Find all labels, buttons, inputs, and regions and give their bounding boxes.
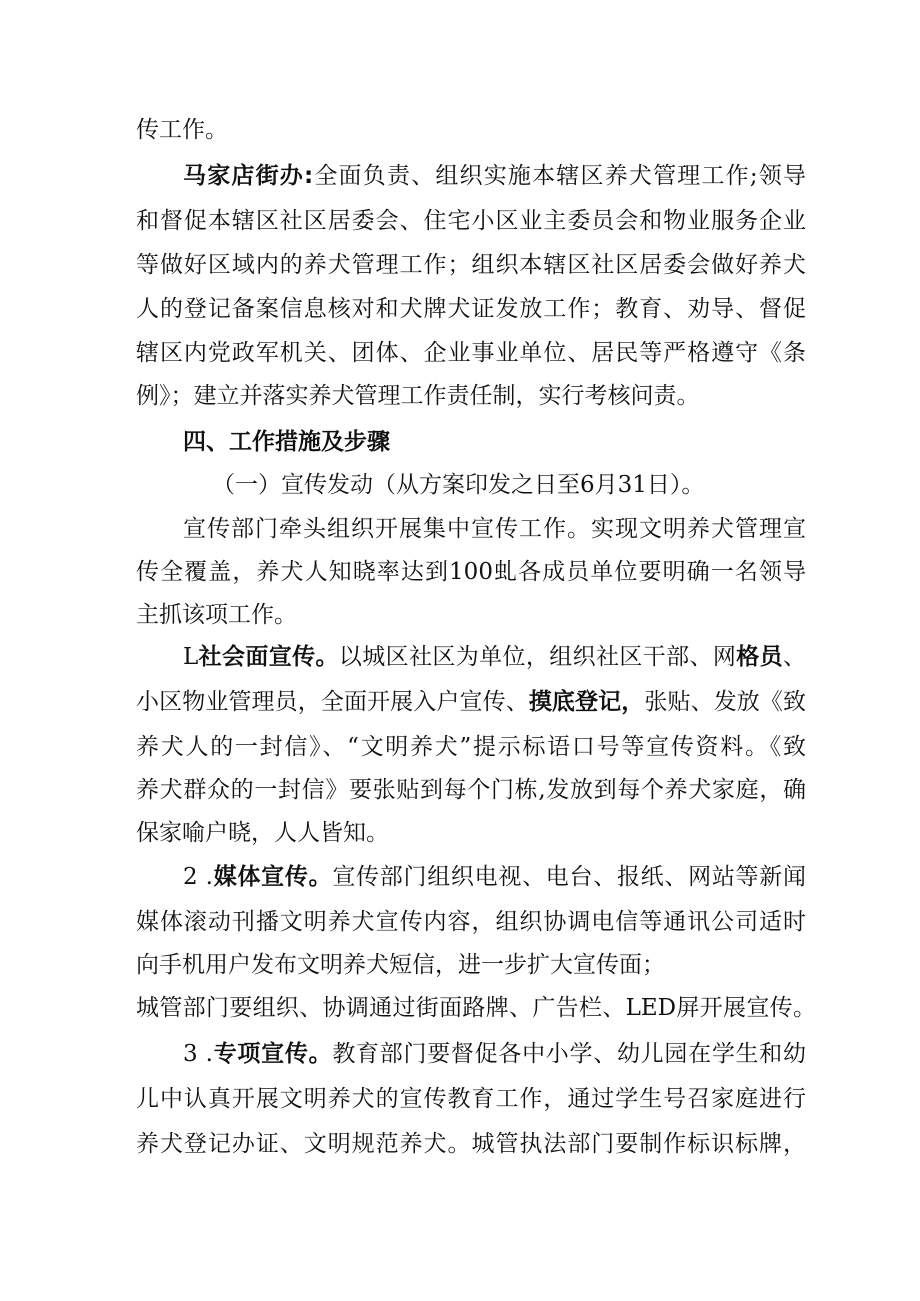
item2-text-1: 宣传部门组织电视、电台、报纸、网站等新闻 [332, 864, 806, 890]
majiadian-line-5: 辖区内党政军机关、团体、企业事业单位、居民等严格遵守《条 [136, 340, 806, 366]
item3-line-1 [183, 1037, 806, 1071]
item1-bold-2: 摸底登记， [528, 689, 645, 715]
majiadian-lead: 马家店街办: [183, 163, 314, 189]
item1-line-5: 保家喻户晓，人人皆知。 [136, 820, 389, 846]
item1-text-1: 以城区社区为单位，组织社区干部、网 [338, 644, 737, 670]
majiadian-line-4: 人的登记备案信息核对和犬牌犬证发放工作；教育、劝导、督促 [136, 296, 806, 322]
item1-line-2 [136, 685, 806, 719]
intro-line-3: 主抓该项工作。 [136, 602, 297, 628]
majiadian-line-6: 例》；建立并落实养犬管理工作责任制，实行考核问责。 [136, 383, 700, 409]
section-heading: 四、工作措施及步骤 [183, 429, 390, 455]
item3-text-1: 教育部门要督促各中小学、幼儿园在学生和幼 [332, 1041, 806, 1067]
intro-line-2: 传全覆盖，养犬人知晓率达到100虬各成员单位要明确一名领导 [136, 559, 806, 585]
majiadian-line-3: 等做好区域内的养犬管理工作；组织本辖区社区居委会做好养犬 [136, 252, 806, 278]
item2-line-2: 媒体滚动刊播文明养犬宣传内容，组织协调电信等通讯公司适时 [136, 909, 806, 935]
item3-line-2: 儿中认真开展文明养犬的宣传教育工作，通过学生号召家庭进行 [136, 1086, 806, 1112]
majiadian-text-1: 全面负责、组织实施本辖区养犬管理工作;领导 [313, 163, 806, 189]
item1-text-2-end: 张贴、发放《致 [644, 689, 806, 715]
intro-line-1: 宣传部门牵头组织开展集中宣传工作。实现文明养犬管理宣 [183, 516, 806, 542]
text-carry-over: 传工作。 [136, 117, 228, 143]
item1-prefix: L [183, 644, 199, 670]
item1-text-1-end: 、 [783, 644, 806, 670]
item3-prefix: 3 . [183, 1041, 213, 1067]
item1-line-1 [183, 640, 806, 674]
item2-line-4: 城管部门要组织、协调通过街面路牌、广告栏、LED屏开展宣传。 [136, 995, 816, 1021]
majiadian-line-2: 和督促本辖区社区居委会、住宅小区业主委员会和物业服务企业 [136, 208, 806, 234]
item2-line-1 [183, 860, 806, 894]
item2-line-3: 向手机用户发布文明养犬短信，进一步扩大宣传面； [136, 952, 665, 978]
majiadian-line-1 [183, 159, 806, 193]
item2-lead: 媒体宣传。 [212, 864, 333, 890]
paragraph-carry-over [136, 113, 806, 147]
item3-lead: 专项宣传。 [212, 1041, 333, 1067]
item1-bold-tail: 格员 [736, 644, 784, 670]
item1-line-3: 养犬人的一封信》、“文明养犬”提示标语口号等宣传资料。《致 [136, 734, 806, 760]
item2-prefix: 2 . [183, 864, 213, 890]
subsection-heading: （一）宣传发动（从方案印发之日至6月31日）。 [212, 472, 705, 498]
item1-line-4: 养犬群众的一封信》要张贴到每个门栋,发放到每个养犬家庭，确 [136, 777, 806, 803]
item1-text-2-start: 小区物业管理员，全面开展入户宣传、 [136, 689, 529, 715]
item3-line-3: 养犬登记办证、文明规范养犬。城管执法部门要制作标识标牌， [136, 1131, 806, 1157]
item1-lead: 社会面宣传。 [198, 644, 339, 670]
